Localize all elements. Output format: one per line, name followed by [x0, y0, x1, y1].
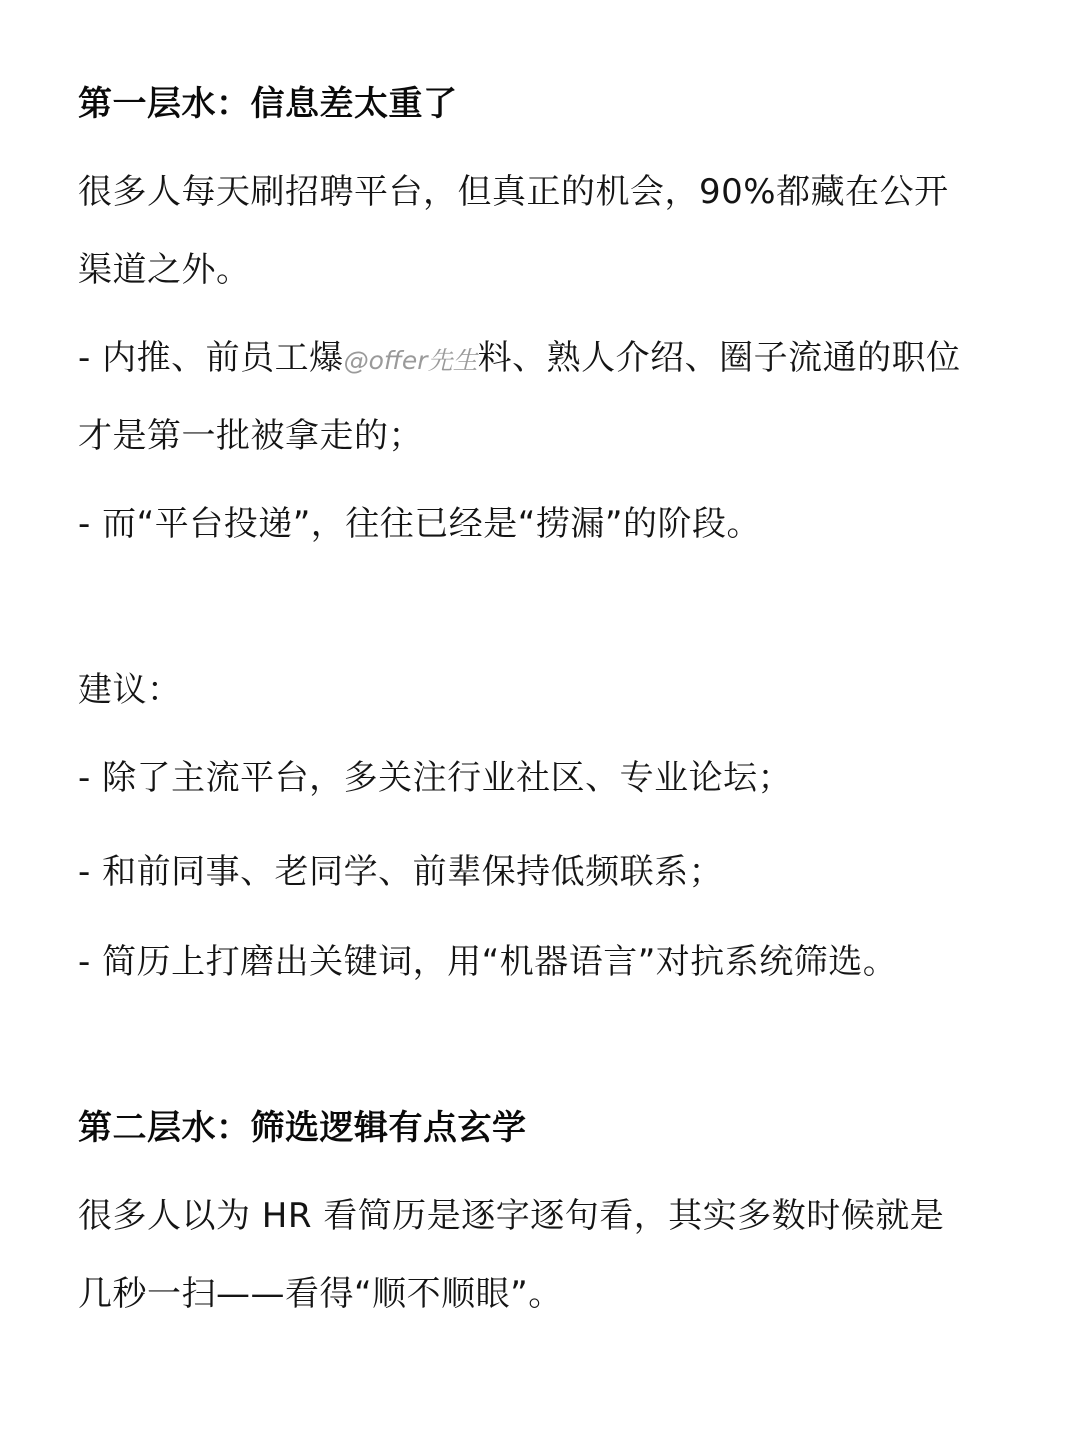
bullet1-text-end: 料、熟人介绍、圈子流通的职位: [477, 338, 961, 378]
section1-intro-line2: 渠道之外。: [78, 250, 251, 290]
section2-intro-line2: 几秒一扫——看得“顺不顺眼”。: [78, 1274, 563, 1314]
section1-bullet2: - 而“平台投递”，往往已经是“捞漏”的阶段。: [78, 504, 762, 544]
watermark: @offer先生: [343, 346, 478, 375]
section2-intro-line1: 很多人以为 HR 看简历是逐字逐句看，其实多数时候就是: [78, 1196, 945, 1236]
section1-bullet1-line1: [78, 338, 1008, 381]
section1-bullet1-line2: 才是第一批被拿走的；: [78, 416, 423, 456]
advice-label: 建议：: [78, 670, 182, 710]
section2-heading: 第二层水：筛选逻辑有点玄学: [78, 1108, 527, 1148]
advice-item-1: - 除了主流平台，多关注行业社区、专业论坛；: [78, 758, 793, 798]
bullet1-text-start: - 内推、前员工爆: [78, 338, 344, 378]
section1-intro-line1: 很多人每天刷招聘平台，但真正的机会，90%都藏在公开: [78, 172, 949, 212]
section1-heading: 第一层水：信息差太重了: [78, 84, 458, 124]
advice-item-3: - 简历上打磨出关键词，用“机器语言”对抗系统筛选。: [78, 942, 898, 982]
advice-item-2: - 和前同事、老同学、前辈保持低频联系；: [78, 852, 724, 892]
